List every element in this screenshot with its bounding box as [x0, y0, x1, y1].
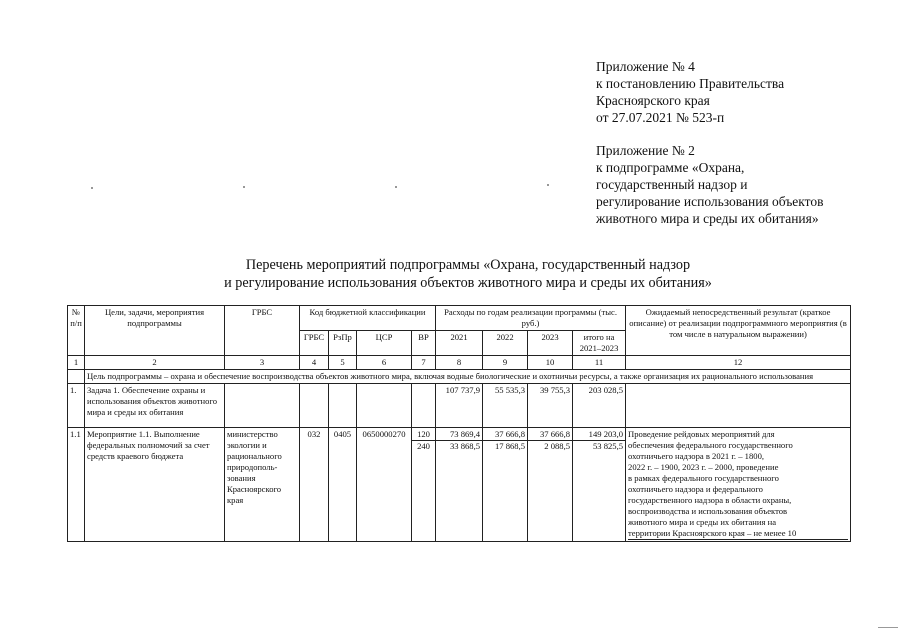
col-number: 2 — [85, 356, 225, 370]
measure-vr-cell — [412, 428, 436, 542]
measure-2022: 37 666,8 — [494, 429, 526, 439]
appendix-line: Приложение № 2 — [596, 143, 695, 158]
measure-2021: 33 868,5 — [436, 440, 482, 452]
result-line: воспроизводства и использования объектов — [628, 506, 788, 516]
header-goals: Цели, задачи, мероприятия подпрограммы — [85, 306, 225, 356]
col-number: 6 — [357, 356, 412, 370]
subheader-2022: 2022 — [483, 331, 528, 356]
measures-table — [67, 305, 851, 542]
result-line: государственного надзора в области охраны, — [628, 495, 792, 505]
task-row — [68, 384, 851, 428]
subheader-2021: 2021 — [436, 331, 483, 356]
col-number: 9 — [483, 356, 528, 370]
task-code-csr — [357, 384, 412, 428]
subheader-csr: ЦСР — [357, 331, 412, 356]
goal-row — [68, 370, 851, 384]
measure-code-csr: 0650000270 — [357, 428, 412, 542]
appendix-line: государственный надзор и — [596, 177, 748, 192]
task-code-vr — [412, 384, 436, 428]
header-result: Ожидаемый непосредственный результат (краткое описание) от реализации подпрограммного мероприятия (в том числе в натуральном выражении) — [626, 306, 851, 356]
measure-code-grbs: 032 — [300, 428, 329, 542]
appendix-line: регулирование использования объектов — [596, 194, 824, 209]
measure-2023: 2 088,5 — [528, 440, 572, 452]
col-number: 8 — [436, 356, 483, 370]
task-text: Задача 1. Обеспечение охраны и использования объектов животного мира и среды их обитания — [85, 384, 225, 428]
scan-speck — [91, 187, 93, 189]
title-line-1: Перечень мероприятий подпрограммы «Охрана, государственный надзор — [245, 257, 691, 273]
appendix-line: животного мира и среды их обитания» — [596, 211, 819, 226]
measure-text: Мероприятие 1.1. Выполнение федеральных полномочий за счет средств краевого бюджета — [85, 428, 225, 542]
appendix-line: к подпрограмме «Охрана, — [596, 160, 745, 175]
goal-num-cell — [68, 370, 85, 384]
task-total: 203 028,5 — [573, 384, 626, 428]
task-result — [626, 384, 851, 428]
measure-2021: 73 869,4 — [449, 429, 481, 439]
result-line: территории Красноярского края – не менее 10 — [628, 528, 848, 540]
task-2021: 107 737,9 — [436, 384, 483, 428]
appendix-line: Приложение № 4 — [596, 59, 695, 74]
result-line: Проведение рейдовых мероприятий для — [628, 429, 775, 439]
header-num: № п/п — [68, 306, 85, 356]
measure-2021-cell — [436, 428, 483, 542]
subheader-2023: 2023 — [528, 331, 573, 356]
header-expenses: Расходы по годам реализации программы (тыс. руб.) — [436, 306, 626, 331]
measure-total-cell — [573, 428, 626, 542]
scan-speck — [395, 186, 397, 188]
measure-total: 53 825,5 — [573, 440, 625, 452]
task-code-rzpr — [329, 384, 357, 428]
appendix-line: от 27.07.2021 № 523-п — [596, 110, 725, 125]
result-line: в рамках федерального государственного — [628, 473, 779, 483]
subheader-grbs: ГРБС — [300, 331, 329, 356]
col-number: 1 — [68, 356, 85, 370]
result-line: охотничьего надзора и федерального — [628, 484, 763, 494]
col-number: 12 — [626, 356, 851, 370]
scan-speck — [547, 184, 549, 186]
scan-mark — [878, 627, 898, 628]
task-2023: 39 755,3 — [528, 384, 573, 428]
title-line-2: и регулирование использования объектов животного мира и среды их обитания» — [224, 275, 712, 291]
appendix-line: Красноярского края — [596, 93, 710, 108]
col-number: 4 — [300, 356, 329, 370]
measure-num: 1.1 — [68, 428, 85, 542]
appendix-4-block — [596, 58, 784, 126]
measure-2022-cell — [483, 428, 528, 542]
measure-2023-cell — [528, 428, 573, 542]
measure-2023: 37 666,8 — [539, 429, 571, 439]
task-num: 1. — [68, 384, 85, 428]
header-budget-code: Код бюджетной классификации — [300, 306, 436, 331]
measure-vr: 120 — [417, 429, 430, 439]
subheader-vr: ВР — [412, 331, 436, 356]
task-2022: 55 535,3 — [483, 384, 528, 428]
column-numbers-row — [68, 356, 851, 370]
task-code-grbs — [300, 384, 329, 428]
col-number: 5 — [329, 356, 357, 370]
result-line: животного мира и среды их обитания на — [628, 517, 777, 527]
subheader-total: итого на 2021–2023 — [573, 331, 626, 356]
col-number: 7 — [412, 356, 436, 370]
measure-grbs: министерство экологии и рационального природополь-зования Красноярского края — [225, 428, 300, 542]
col-number: 11 — [573, 356, 626, 370]
result-line: охотничьего надзора в 2021 г. – 1800, — [628, 451, 765, 461]
scan-speck — [243, 186, 245, 188]
col-number: 3 — [225, 356, 300, 370]
measure-vr: 240 — [412, 440, 435, 452]
col-number: 10 — [528, 356, 573, 370]
goal-text: Цель подпрограммы – охрана и обеспечение воспроизводства объектов животного мира, включая водные биологические и охотничьи ресурсы, а также организация их рационального использования — [85, 370, 851, 384]
result-line: 2022 г. – 1900, 2023 г. – 2000, проведение — [628, 462, 779, 472]
appendix-line: к постановлению Правительства — [596, 76, 785, 91]
subheader-rzpr: РзПр — [329, 331, 357, 356]
document-title — [0, 256, 902, 292]
task-grbs — [225, 384, 300, 428]
measure-code-rzpr: 0405 — [329, 428, 357, 542]
measure-row — [68, 428, 851, 542]
header-grbs: ГРБС — [225, 306, 300, 356]
measure-total: 149 203,0 — [588, 429, 624, 439]
appendix-2-block — [596, 142, 824, 227]
measure-2022: 17 868,5 — [483, 440, 527, 452]
measure-result — [626, 428, 851, 542]
result-line: обеспечения федерального государственного — [628, 440, 793, 450]
